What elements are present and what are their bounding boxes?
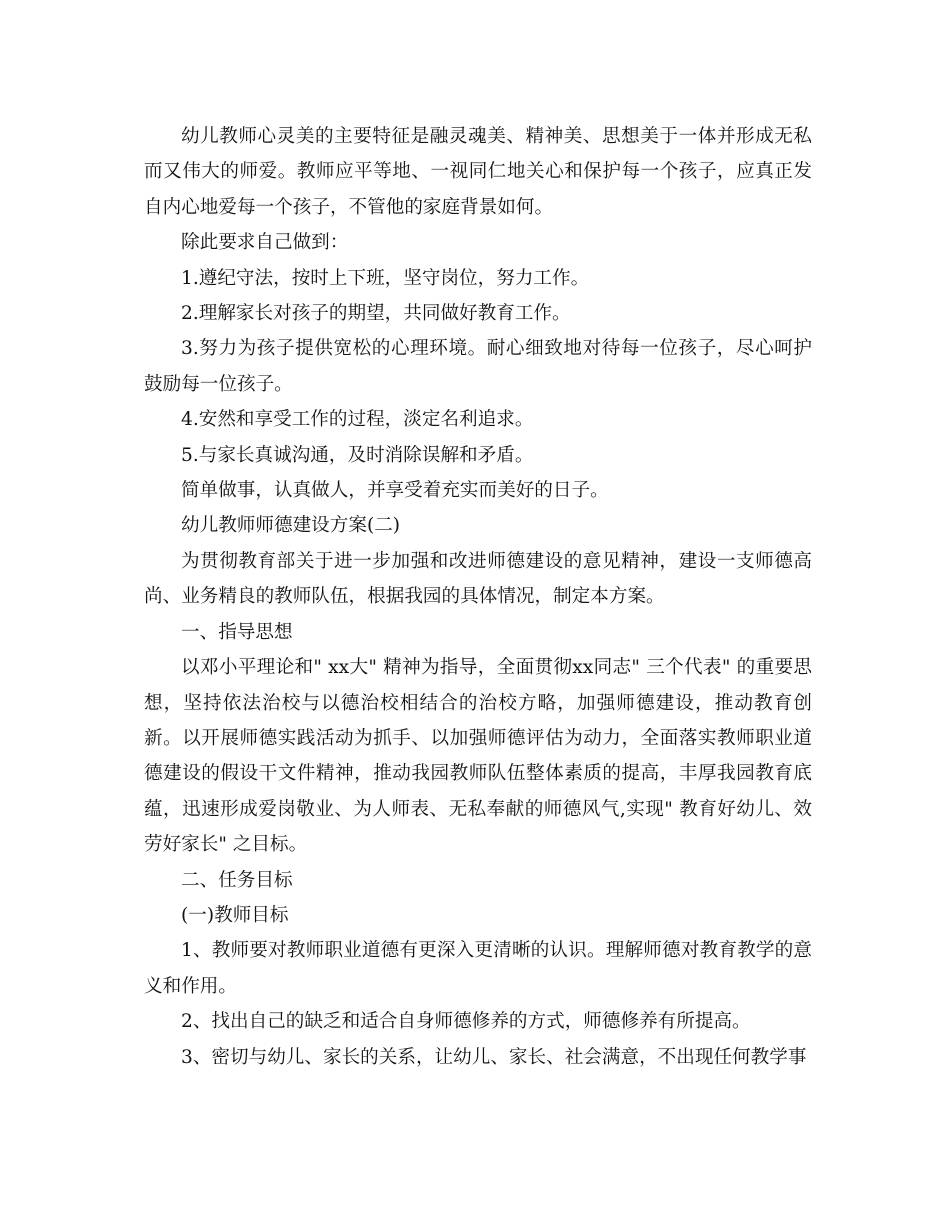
heading-guiding-ideology: 一、指导思想 [181, 621, 293, 643]
list-item-5: 5.与家长真诚沟通，及时消除误解和矛盾。 [181, 444, 534, 466]
paragraph-simple-life: 简单做事，认真做人，并享受着充实而美好的日子。 [181, 480, 609, 502]
paragraph-self-requirements: 除此要求自己做到： [181, 232, 349, 254]
paragraph-guiding-ideology: 以邓小平理论和" xx大" 精神为指导，全面贯彻xx同志" 三个代表" 的重要思想，坚持依法治校与以德治校相结合的治校方略，加强师德建设，推动教育创新。以开展师德实践活动为抓手、以加强师德评估为动力，全面落实教师职业道德建设的假设干文件精神，推动我园教师队伍整体素质的提高，丰厚我园教育底蕴，迅速形成爱岗敬业、为人师表、无私奉献的师德风气,实现" 教育好幼儿、效劳好家长" 之目标。 [144, 657, 812, 856]
goal-item-2: 2、找出自己的缺乏和适合自身师德修养的方式，师德修养有所提高。 [181, 1011, 751, 1033]
paragraph-teacher-beauty: 幼儿教师心灵美的主要特征是融灵魂美、精神美、思想美于一体并形成无私而又伟大的师爱。教师应平等地、一视同仁地关心和保护每一个孩子，应真正发自内心地爱每一个孩子，不管他的家庭背景如何。 [144, 126, 812, 218]
paragraph-plan-intro: 为贯彻教育部关于进一步加强和改进师德建设的意见精神，建设一支师德高尚、业务精良的教师队伍，根据我园的具体情况，制定本方案。 [144, 550, 812, 608]
list-item-1: 1.遵纪守法，按时上下班，坚守岗位，努力工作。 [181, 267, 590, 289]
list-item-4: 4.安然和享受工作的过程，淡定名利追求。 [181, 409, 534, 431]
document-body [144, 119, 812, 1075]
goal-item-1: 1、教师要对教师职业道德有更深入更清晰的认识。理解师德对教育教学的意义和作用。 [144, 940, 812, 997]
heading-task-goals: 二、任务目标 [181, 869, 293, 891]
subheading-teacher-goals: (一)教师目标 [181, 904, 289, 926]
section-title-plan-two: 幼儿教师师德建设方案(二) [181, 515, 401, 537]
list-item-2: 2.理解家长对孩子的期望，共同做好教育工作。 [181, 303, 571, 325]
list-item-3: 3.努力为孩子提供宽松的心理环境。耐心细致地对待每一位孩子，尽心呵护鼓励每一位孩子。 [144, 338, 812, 395]
goal-item-3: 3、密切与幼儿、家长的关系，让幼儿、家长、社会满意，不出现任何教学事 [181, 1046, 807, 1068]
